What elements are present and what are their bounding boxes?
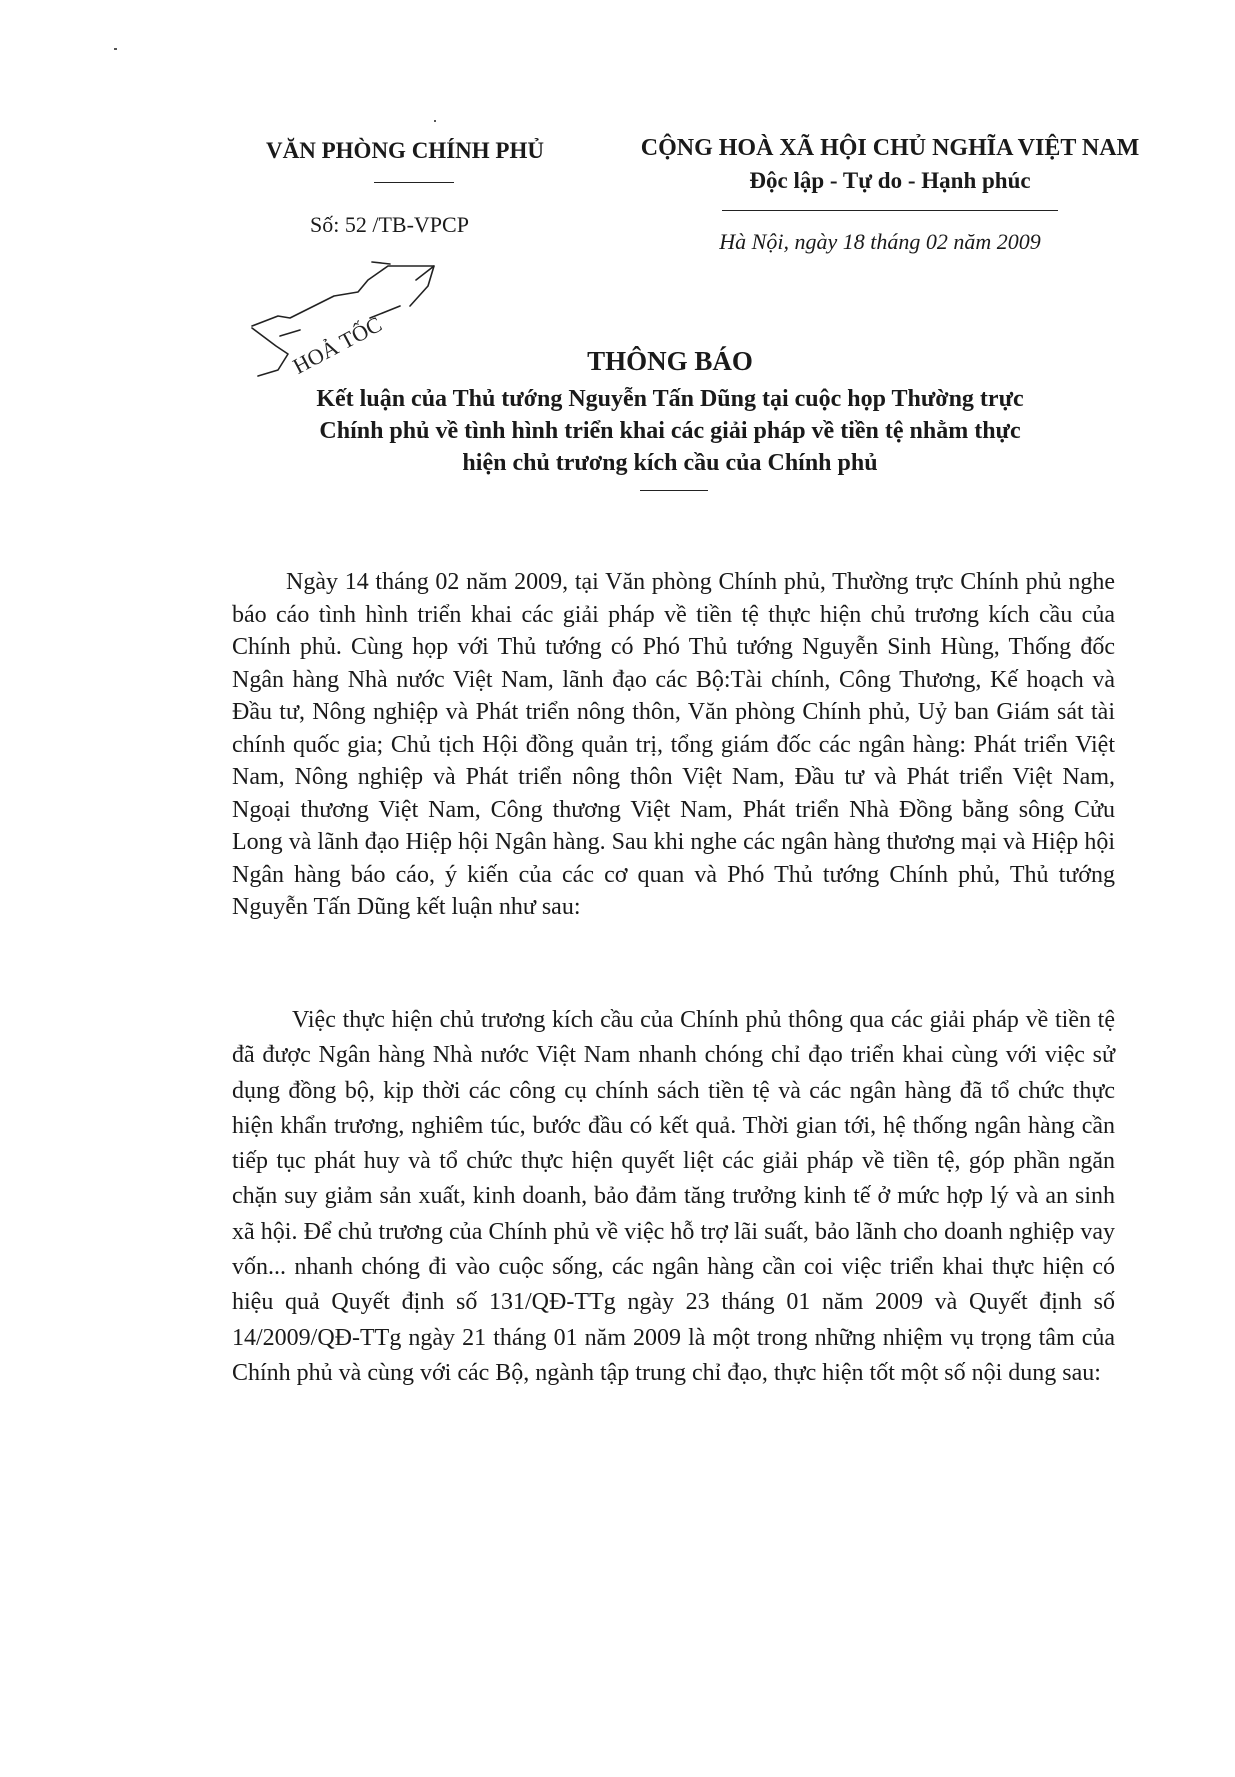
issuing-organization: VĂN PHÒNG CHÍNH PHỦ [266,138,544,163]
body-paragraph-1: Ngày 14 tháng 02 năm 2009, tại Văn phòng Chính phủ, Thường trực Chính phủ nghe báo cáo tình hình triển khai các giải pháp về tiền tệ thực hiện chủ trương kích cầu của Chính phủ. Cùng họp với Thủ tướng có Phó Thủ tướng Nguyễn Sinh Hùng, Thống đốc Ngân hàng Nhà nước Việt Nam, lãnh đạo các Bộ:Tài chính, Công Thương, Kế hoạch và Đầu tư, Nông nghiệp và Phát triển nông thôn, Văn phòng Chính phủ, Uỷ ban Giám sát tài chính quốc gia; Chủ tịch Hội đồng quản trị, tổng giám đốc các ngân hàng: Phát triển Việt Nam, Nông nghiệp và Phát triển nông thôn Việt Nam, Đầu tư và Phát triển Việt Nam, Ngoại thương Việt Nam, Công thương Việt Nam, Phát triển Nhà Đồng bằng sông Cửu Long và lãnh đạo Hiệp hội Ngân hàng. Sau khi nghe các ngân hàng thương mại và Hiệp hội Ngân hàng báo cáo, ý kiến của các cơ quan và Phó Thủ tướng Chính phủ, Thủ tướng Nguyễn Tấn Dũng kết luận như sau: [232,569,1115,920]
document-number: Số: 52 /TB-VPCP [310,212,469,237]
urgent-stamp-text: HOẢ TỐC [288,311,386,378]
subject-line-3: hiện chủ trương kích cầu của Chính phủ [462,450,878,476]
national-title: CỘNG HOÀ XÃ HỘI CHỦ NGHĨA VIỆT NAM [640,135,1140,161]
subject-line-2: Chính phủ về tình hình triển khai các giải pháp về tiền tệ nhằm thực [319,418,1021,444]
motto-underline [722,210,1058,211]
subject-underline [640,490,708,491]
document-title: THÔNG BÁO [587,346,753,376]
document-subject [240,383,1100,479]
organization-underline [374,182,454,183]
place-and-date: Hà Nội, ngày 18 tháng 02 năm 2009 [719,229,1041,254]
national-motto: Độc lập - Tự do - Hạnh phúc [749,168,1031,193]
scan-speck [434,120,436,122]
subject-line-1: Kết luận của Thủ tướng Nguyễn Tấn Dũng tại cuộc họp Thường trực [316,386,1024,412]
body-paragraph-2: Việc thực hiện chủ trương kích cầu của Chính phủ thông qua các giải pháp về tiền tệ đã được Ngân hàng Nhà nước Việt Nam nhanh chóng chỉ đạo triển khai cùng với việc sử dụng đồng bộ, kịp thời các công cụ chính sách tiền tệ và các ngân hàng đã tổ chức thực hiện khẩn trương, nghiêm túc, bước đầu có kết quả. Thời gian tới, hệ thống ngân hàng cần tiếp tục phát huy và tổ chức thực hiện quyết liệt các giải pháp về tiền tệ, góp phần ngăn chặn suy giảm sản xuất, kinh doanh, bảo đảm tăng trưởng kinh tế ở mức hợp lý và an sinh xã hội. Để chủ trương của Chính phủ về việc hỗ trợ lãi suất, bảo lãnh cho doanh nghiệp vay vốn... nhanh chóng đi vào cuộc sống, các ngân hàng cần coi việc triển khai thực hiện có hiệu quả Quyết định số 131/QĐ-TTg ngày 23 tháng 01 năm 2009 và Quyết định số 14/2009/QĐ-TTg ngày 21 tháng 01 năm 2009 là một trong những nhiệm vụ trọng tâm của Chính phủ và cùng với các Bộ, ngành tập trung chỉ đạo, thực hiện tốt một số nội dung sau: [232,1007,1115,1386]
scan-speck [114,48,117,50]
